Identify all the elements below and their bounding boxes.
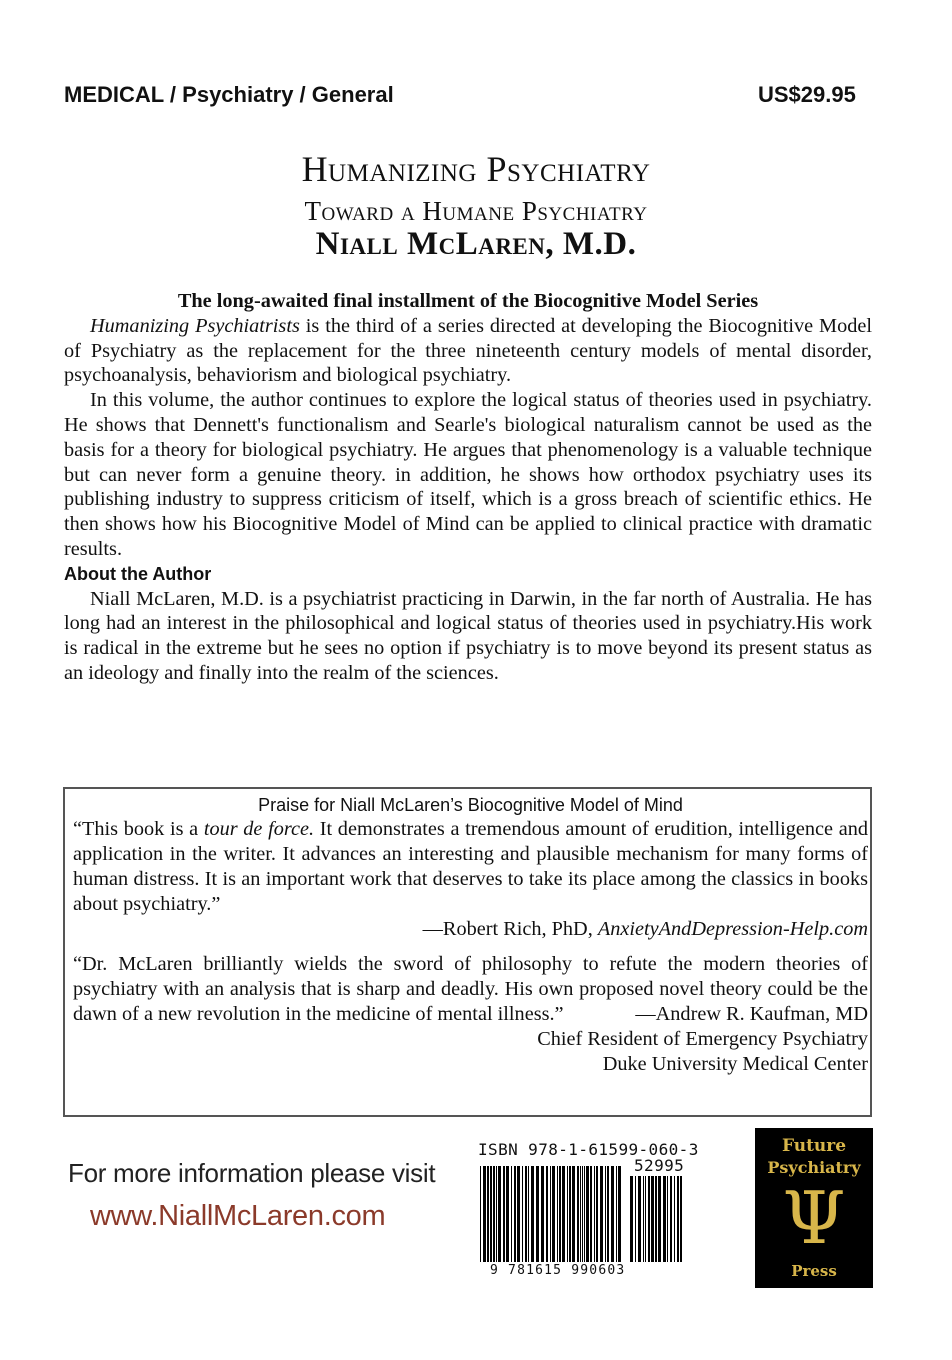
barcode-bar xyxy=(496,1166,497,1262)
barcode-bar xyxy=(493,1166,495,1262)
barcode-bar xyxy=(506,1166,509,1262)
quote-1-italic: tour de force. xyxy=(203,818,315,840)
praise-quote-1 xyxy=(73,817,868,917)
praise-box xyxy=(63,787,872,1117)
barcode-bar xyxy=(667,1176,668,1262)
barcode-bar xyxy=(607,1166,609,1262)
barcode-bar xyxy=(677,1176,679,1262)
praise-attribution-2-name: —Andrew R. Kaufman, MD xyxy=(635,1003,868,1025)
barcode-bar xyxy=(605,1166,606,1262)
barcode-bar xyxy=(498,1166,501,1262)
barcode-bar xyxy=(559,1166,561,1262)
barcode-price-code: 52995 xyxy=(634,1156,685,1175)
barcode-bar xyxy=(541,1166,544,1262)
book-subtitle: Toward a Humane Psychiatry xyxy=(304,196,648,226)
barcode-bar xyxy=(594,1166,595,1262)
barcode-bar xyxy=(618,1166,621,1262)
barcode-bar xyxy=(616,1166,617,1262)
barcode-bar xyxy=(552,1166,555,1262)
barcode-bar xyxy=(611,1166,614,1262)
praise-attribution-2-title: Chief Resident of Emergency Psychiatry xyxy=(537,1028,868,1050)
barcode-bar xyxy=(680,1176,682,1262)
barcode-bar xyxy=(655,1176,657,1262)
book-title: Humanizing Psychiatry xyxy=(301,149,651,189)
about-heading: About the Author xyxy=(64,563,212,584)
barcode-bar xyxy=(651,1176,654,1262)
barcode-addon xyxy=(628,1176,686,1264)
barcode-bar xyxy=(586,1166,589,1262)
quote-1-part-a: “This book is a xyxy=(73,818,204,840)
barcode-bar xyxy=(638,1176,641,1262)
quote-1-part-b: It demonstrates a tremendous amount of erudition, intelligence and application in the writer. It advances an interesting and plausible mechanism for many forms of human distress. It is an important work that deserves to take its place among the classics in books about psychiatry.” xyxy=(73,818,868,915)
website-link[interactable]: www.NiallMcLaren.com xyxy=(90,1200,386,1232)
barcode-bar xyxy=(546,1166,548,1262)
barcode-bar xyxy=(658,1176,661,1262)
barcode-bar xyxy=(567,1166,568,1262)
barcode-bar xyxy=(569,1166,571,1262)
publisher-logo xyxy=(755,1128,873,1288)
price-label: US$29.95 xyxy=(758,82,856,107)
barcode-bar xyxy=(503,1166,505,1262)
barcode-bar xyxy=(514,1166,516,1262)
barcode-bar xyxy=(528,1166,529,1262)
barcode-bar xyxy=(582,1166,583,1262)
category-label: MEDICAL / Psychiatry / General xyxy=(64,82,394,107)
barcode-bar xyxy=(480,1166,481,1262)
attribution-1-site: AnxietyAndDepression-Help.com xyxy=(597,918,868,940)
barcode-bar xyxy=(525,1166,527,1262)
praise-title: Praise for Niall McLaren’s Biocognitive Model of Mind xyxy=(258,795,683,815)
description-lead: The long-awaited final installment of the Biocognitive Model Series xyxy=(177,290,759,312)
barcode-bar xyxy=(487,1166,489,1262)
barcode-bar xyxy=(648,1176,650,1262)
barcode-bar xyxy=(600,1166,603,1262)
barcode-bar xyxy=(596,1166,598,1262)
barcode-bar xyxy=(663,1176,666,1262)
description-paragraph-1-text: is the third of a series directed at developing the Biocognitive Model of Psychiatry as the replacement for the three nineteenth century models of mental disorder, psychoanalysis, behaviorism and biological psychiatry. xyxy=(64,314,873,387)
barcode-bar xyxy=(522,1166,523,1262)
praise-attribution-1 xyxy=(73,917,868,942)
barcode-bar xyxy=(490,1166,492,1262)
barcode-bar xyxy=(577,1166,579,1262)
more-info-text: For more information please visit xyxy=(68,1158,436,1188)
barcode-bar xyxy=(643,1176,644,1262)
barcode-bar xyxy=(584,1166,585,1262)
barcode-bar xyxy=(645,1176,646,1262)
logo-line-2: Psychiatry xyxy=(767,1158,861,1177)
isbn-text: ISBN 978-1-61599-060-3 xyxy=(478,1140,699,1159)
attribution-1-name: —Robert Rich, PhD, xyxy=(422,918,598,940)
barcode-bar xyxy=(635,1176,636,1262)
description xyxy=(64,289,872,686)
psi-symbol-icon: Ψ xyxy=(782,1176,846,1260)
barcode-digits: 9 781615 990603 xyxy=(490,1263,626,1278)
barcode-bar xyxy=(517,1166,520,1262)
logo-line-3: Press xyxy=(791,1262,837,1280)
book-title-italic: Humanizing Psychiatrists xyxy=(90,314,300,337)
description-paragraph-1 xyxy=(64,314,872,388)
barcode-bar xyxy=(536,1166,539,1262)
barcode-bar xyxy=(580,1166,581,1262)
barcode-bar xyxy=(531,1166,534,1262)
logo-line-1: Future xyxy=(781,1136,847,1156)
barcode-bar xyxy=(630,1176,633,1262)
barcode-bar xyxy=(557,1166,558,1262)
book-author: Niall McLaren, M.D. xyxy=(315,226,637,262)
barcode-bar xyxy=(550,1166,551,1262)
barcode-bar xyxy=(511,1166,512,1262)
barcode-bar xyxy=(674,1176,675,1262)
barcode-bar xyxy=(590,1166,592,1262)
barcode-bar xyxy=(562,1166,565,1262)
barcode-bar xyxy=(572,1166,575,1262)
barcode-main xyxy=(478,1166,626,1264)
barcode-bar xyxy=(483,1166,486,1262)
praise-quote-2: “Dr. McLaren brilliantly wields the sword of philosophy to refute the modern theories of psychiatry with an analysis that is sharp and deadly. His own proposed novel theory could be the dawn of a new revolution in the medicine of mental illness.” xyxy=(73,953,868,1025)
barcode-bar xyxy=(670,1176,672,1262)
description-paragraph-2: In this volume, the author continues to explore the logical status of theories used in psychiatry. He shows that Dennett's functionalism and Searle's biological naturalism cannot be used as the basis for a theory for biological psychiatry. He argues that phenomenology is a valuable technique but can never form a genuine theory. in addition, he shows how orthodox psychiatry uses its publishing industry to suppress criticism of itself, which is a gross breach of scientific ethics. He then shows how his Biocognitive Model of Mind can be applied to clinical practice with dramatic results. xyxy=(64,389,872,560)
praise-attribution-2-org: Duke University Medical Center xyxy=(602,1053,868,1075)
about-text: Niall McLaren, M.D. is a psychiatrist practicing in Darwin, in the far north of Australia. He has long had an interest in the philosophical and logical status of theories used in psychiatry.His work is radical in the extreme but he sees no option if psychiatry is to move beyond its present status as an ideology and finally into the realm of the sciences. xyxy=(64,587,872,684)
